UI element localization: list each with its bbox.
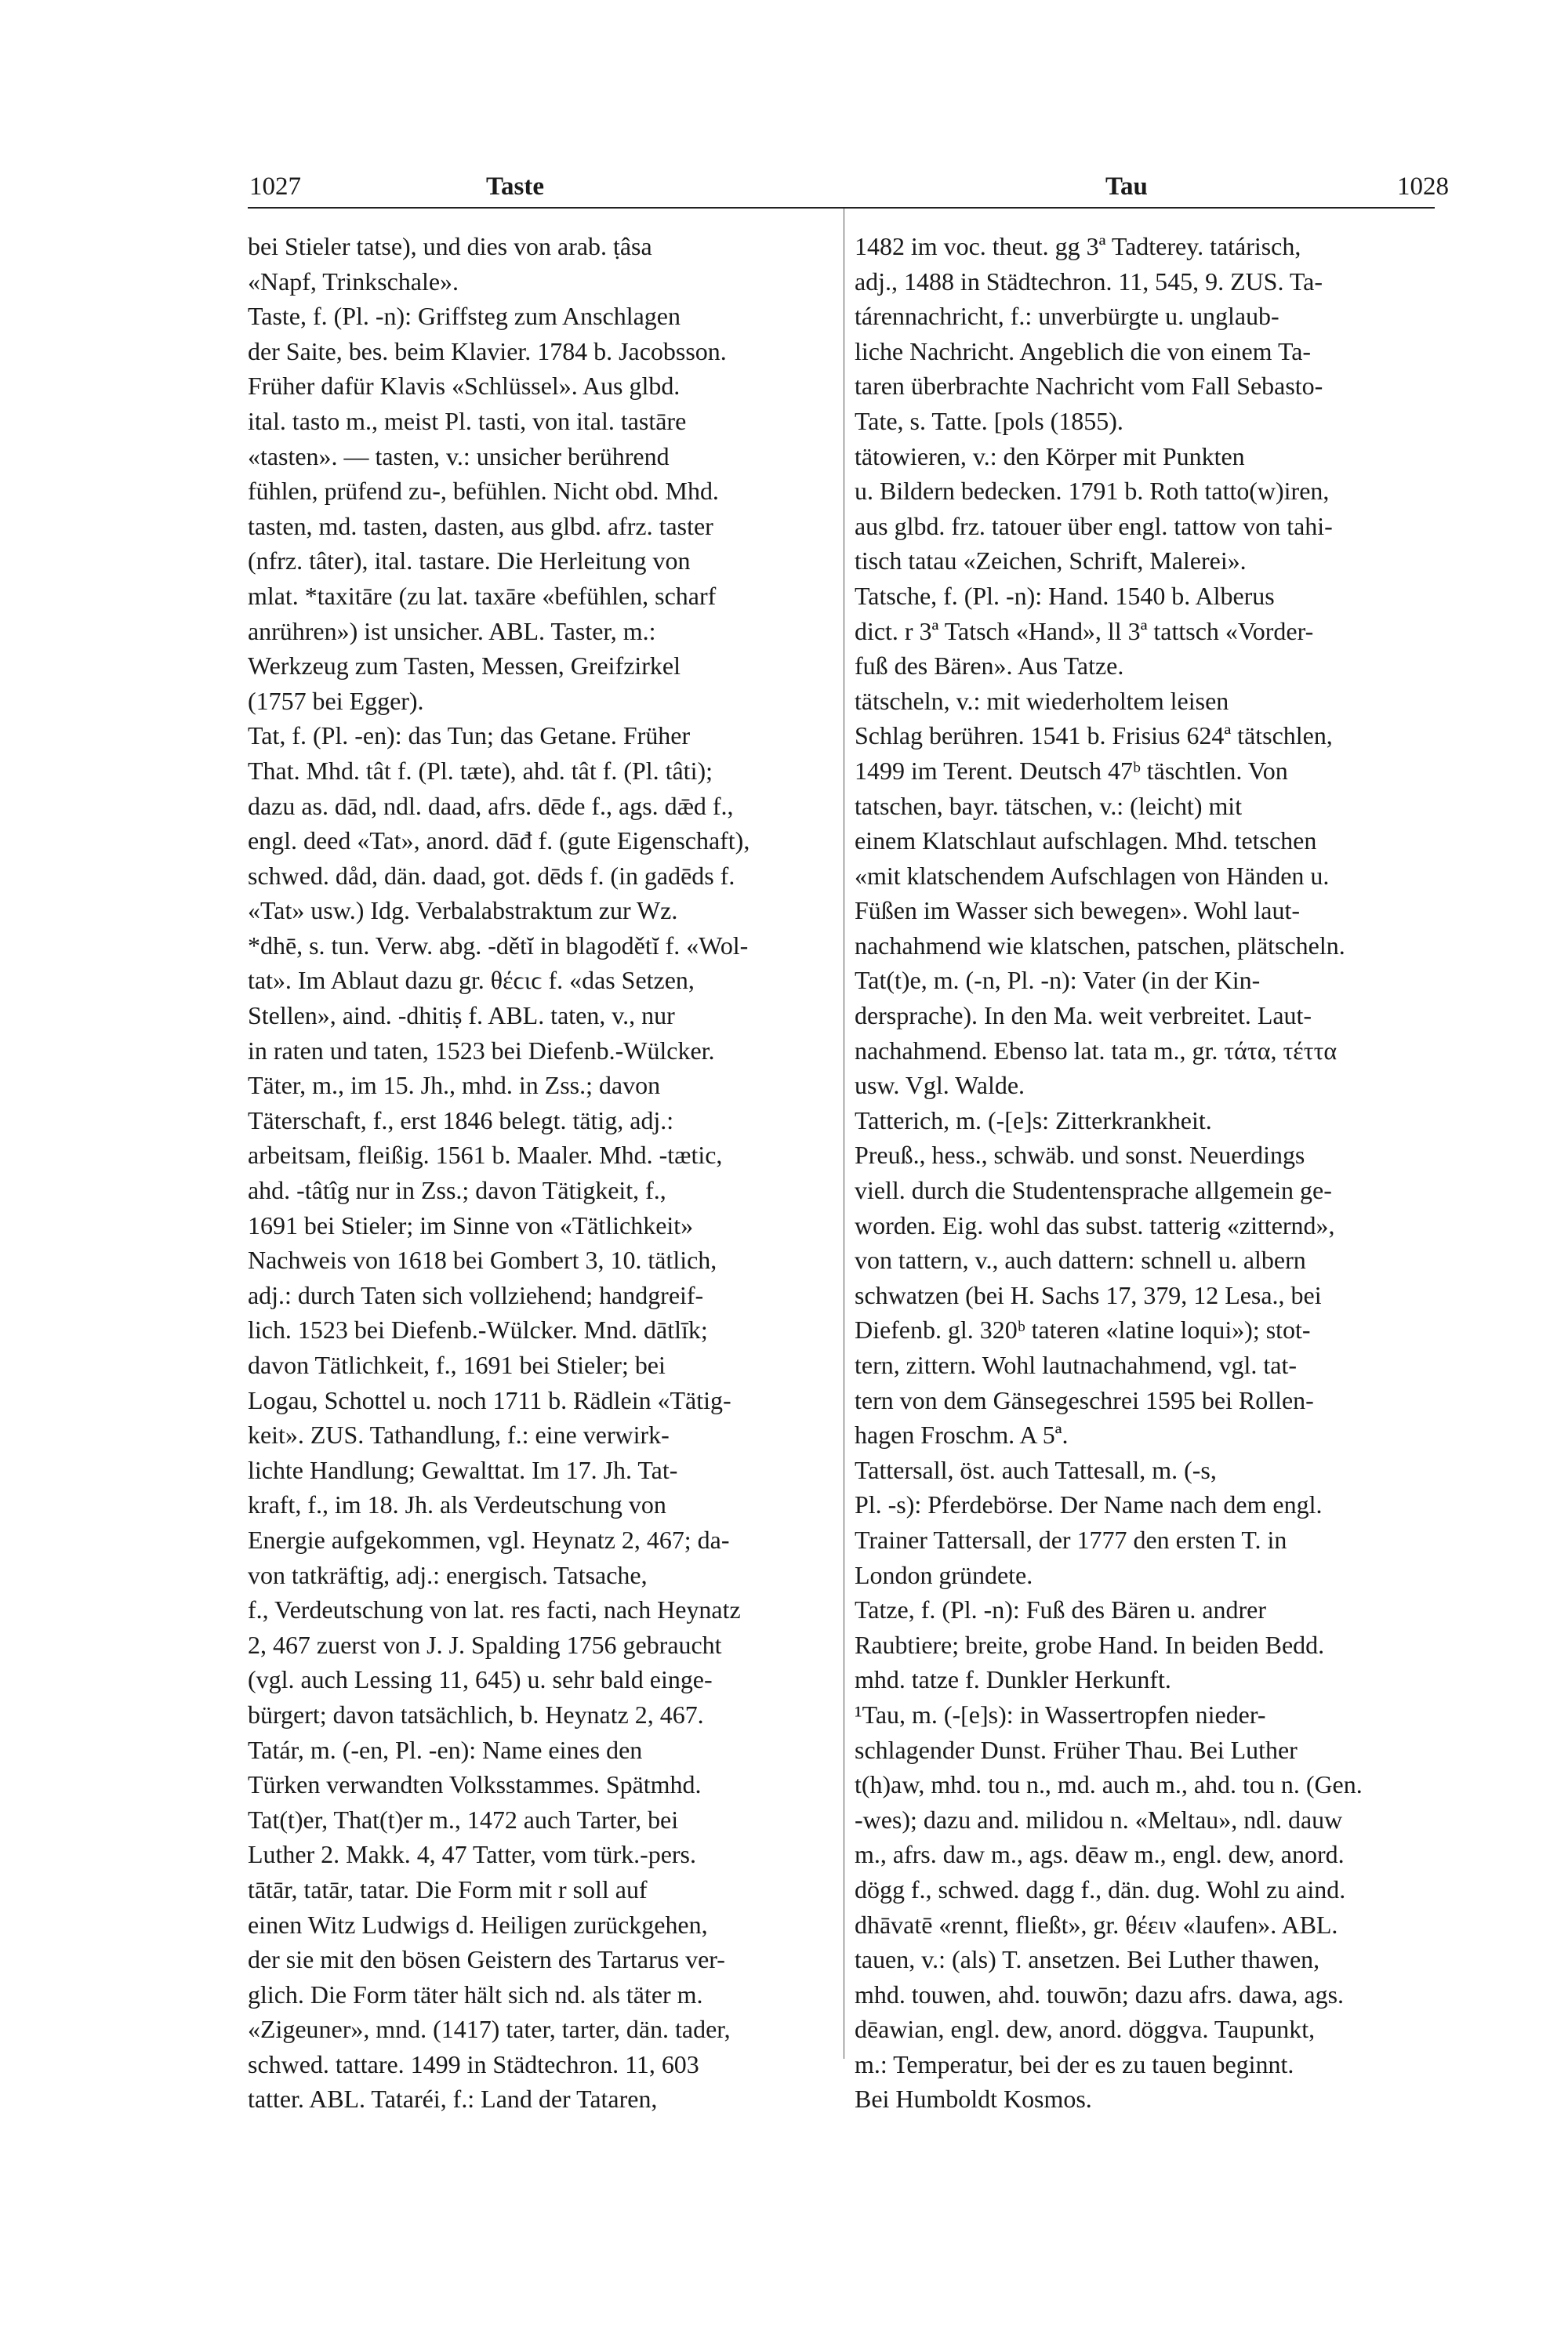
text-line: «Tat» usw.) Idg. Verbalabstraktum zur Wz. — [248, 896, 678, 925]
text-line: Tatár, m. (-en, Pl. -en): Name eines den — [248, 1735, 643, 1764]
text-line: in raten und taten, 1523 bei Diefenb.-Wülcker. — [248, 1036, 715, 1065]
text-line: dazu as. dād, ndl. daad, afrs. dēde f., ags. dǣd f., — [248, 791, 734, 820]
text-line: bei Stieler tatse), und dies von arab. ṭâsa — [248, 232, 652, 260]
text-line: arbeitsam, fleißig. 1561 b. Maaler. Mhd. -tætic, — [248, 1141, 723, 1170]
text-line: einem Klatschlaut aufschlagen. Mhd. tetschen — [855, 826, 1317, 855]
text-line: (1757 bei Egger). — [248, 686, 424, 715]
text-line: engl. deed «Tat», anord. dāđ f. (gute Eigenschaft), — [248, 826, 750, 855]
text-line: Trainer Tattersall, der 1777 den ersten T. in — [855, 1525, 1287, 1554]
text-line: tätscheln, v.: mit wiederholtem leisen — [855, 686, 1229, 715]
text-line: Taste, f. (Pl. -n): Griffsteg zum Anschlagen — [248, 302, 681, 331]
text-line: einen Witz Ludwigs d. Heiligen zurückgehen, — [248, 1910, 708, 1939]
text-line: usw. Vgl. Walde. — [855, 1071, 1025, 1100]
text-line: adj., 1488 in Städtechron. 11, 545, 9. ZUS. Ta- — [855, 267, 1323, 296]
text-line: tatter. ABL. Tataréi, f.: Land der Tataren, — [248, 2085, 658, 2114]
text-line: Nachweis von 1618 bei Gombert 3, 10. tätlich, — [248, 1246, 717, 1275]
text-line: ¹Tau, m. (-[e]s): in Wassertropfen nieder- — [855, 1700, 1266, 1729]
text-line: keit». ZUS. Tathandlung, f.: eine verwirk- — [248, 1421, 670, 1450]
text-line: Stellen», aind. -dhitiṣ f. ABL. taten, v., nur — [248, 1001, 675, 1030]
text-line: Werkzeug zum Tasten, Messen, Greifzirkel — [248, 652, 681, 681]
text-line: Tatze, f. (Pl. -n): Fuß des Bären u. andrer — [855, 1595, 1266, 1624]
text-line: von tatkräftig, adj.: energisch. Tatsache, — [248, 1560, 648, 1589]
left-column — [248, 229, 828, 2117]
text-line: u. Bildern bedecken. 1791 b. Roth tatto(w)iren, — [855, 477, 1330, 506]
text-line: bürgert; davon tatsächlich, b. Heynatz 2, 467. — [248, 1700, 704, 1729]
running-header — [0, 168, 1568, 207]
text-line: tauen, v.: (als) T. ansetzen. Bei Luther thawen, — [855, 1945, 1320, 1974]
text-line: fuß des Bären». Aus Tatze. — [855, 652, 1124, 681]
text-line: Füßen im Wasser sich bewegen». Wohl laut- — [855, 896, 1301, 925]
text-line: tätowieren, v.: den Körper mit Punkten — [855, 441, 1245, 470]
text-line: m.: Temperatur, bei der es zu tauen beginnt. — [855, 2049, 1294, 2078]
text-line: mhd. touwen, ahd. touwōn; dazu afrs. dawa, ags. — [855, 1980, 1345, 2009]
text-line: Täterschaft, f., erst 1846 belegt. tätig, adj.: — [248, 1105, 674, 1134]
text-line: lichte Handlung; Gewalttat. Im 17. Jh. Tat- — [248, 1455, 678, 1484]
text-line: schwed. tattare. 1499 in Städtechron. 11, 603 — [248, 2049, 699, 2078]
text-line: tasten, md. tasten, dasten, aus glbd. afrz. taster — [248, 511, 713, 540]
text-line: ital. tasto m., meist Pl. tasti, von ital. tastāre — [248, 406, 687, 435]
text-line: schlagender Dunst. Früher Thau. Bei Luther — [855, 1735, 1298, 1764]
text-line: London gründete. — [855, 1560, 1033, 1589]
text-line: Tat(t)er, That(t)er m., 1472 auch Tarter, bei — [248, 1805, 679, 1834]
text-line: schwatzen (bei H. Sachs 17, 379, 12 Lesa., bei — [855, 1280, 1322, 1309]
text-line: mhd. tatze f. Dunkler Herkunft. — [855, 1665, 1171, 1694]
text-line: Früher dafür Klavis «Schlüssel». Aus glbd. — [248, 372, 681, 401]
text-line: aus glbd. frz. tatouer über engl. tattow von tahi- — [855, 511, 1333, 540]
text-line: von tattern, v., auch dattern: schnell u. albern — [855, 1246, 1306, 1275]
text-line: Raubtiere; breite, grobe Hand. In beiden Bedd. — [855, 1630, 1325, 1659]
text-line: Schlag berühren. 1541 b. Frisius 624ª tätschlen, — [855, 721, 1333, 750]
text-line: (vgl. auch Lessing 11, 645) u. sehr bald einge- — [248, 1665, 713, 1694]
text-line: tisch tatau «Zeichen, Schrift, Malerei». — [855, 546, 1247, 575]
text-line: f., Verdeutschung von lat. res facti, nach Heynatz — [248, 1595, 741, 1624]
text-line: 1482 im voc. theut. gg 3ª Tadterey. tatárisch, — [855, 232, 1301, 260]
headword-right: Tau — [1105, 172, 1148, 201]
text-line: ahd. -tâtîg nur in Zss.; davon Tätigkeit, f., — [248, 1176, 666, 1205]
text-line: m., afrs. daw m., ags. dēaw m., engl. dew, anord. — [855, 1840, 1345, 1869]
text-line: «tasten». — tasten, v.: unsicher berührend — [248, 441, 670, 470]
text-line: viell. durch die Studentensprache allgemein ge- — [855, 1176, 1332, 1205]
text-line: Pl. -s): Pferdebörse. Der Name nach dem engl. — [855, 1490, 1323, 1519]
text-line: «Zigeuner», mnd. (1417) tater, tarter, dän. tader, — [248, 2015, 731, 2044]
text-line: nachahmend wie klatschen, patschen, plätscheln. — [855, 931, 1345, 960]
text-line: Logau, Schottel u. noch 1711 b. Rädlein «Tätig- — [248, 1385, 731, 1414]
text-line: 2, 467 zuerst von J. J. Spalding 1756 gebraucht — [248, 1630, 722, 1659]
text-line: der Saite, bes. beim Klavier. 1784 b. Jacobsson. — [248, 336, 727, 365]
text-line: taren überbrachte Nachricht vom Fall Sebasto- — [855, 372, 1323, 401]
text-line: Täter, m., im 15. Jh., mhd. in Zss.; davon — [248, 1071, 661, 1100]
text-line: dögg f., schwed. dagg f., dän. dug. Wohl zu aind. — [855, 1875, 1346, 1904]
text-line: liche Nachricht. Angeblich die von einem Ta- — [855, 336, 1312, 365]
text-line: davon Tätlichkeit, f., 1691 bei Stieler; bei — [248, 1351, 666, 1379]
text-line: adj.: durch Taten sich vollziehend; handgreif- — [248, 1280, 704, 1309]
page-number-left: 1027 — [249, 172, 301, 201]
text-line: tatschen, bayr. tätschen, v.: (leicht) mit — [855, 791, 1243, 820]
header-rule — [248, 207, 1435, 209]
text-line: Tattersall, öst. auch Tattesall, m. (-s, — [855, 1455, 1217, 1484]
text-line: Tate, s. Tatte. [pols (1855). — [855, 406, 1123, 435]
text-line: «Napf, Trinkschale». — [248, 267, 459, 296]
text-line: Bei Humboldt Kosmos. — [855, 2085, 1092, 2114]
text-line: der sie mit den bösen Geistern des Tartarus ver- — [248, 1945, 725, 1974]
text-line: kraft, f., im 18. Jh. als Verdeutschung von — [248, 1490, 666, 1519]
text-line: lich. 1523 bei Diefenb.-Wülcker. Mnd. dātlīk; — [248, 1316, 708, 1345]
text-line: (nfrz. tâter), ital. tastare. Die Herleitung von — [248, 546, 691, 575]
text-line: Türken verwandten Volksstammes. Spätmhd. — [248, 1770, 702, 1799]
text-line: dersprache). In den Ma. weit verbreitet. Laut- — [855, 1001, 1312, 1030]
text-line: -wes); dazu and. milidou n. «Meltau», ndl. dauw — [855, 1805, 1343, 1834]
text-line: hagen Froschm. A 5ª. — [855, 1421, 1069, 1450]
text-line: tātār, tatār, tatar. Die Form mit r soll auf — [248, 1875, 648, 1904]
text-line: dict. r 3ª Tatsch «Hand», ll 3ª tattsch «Vorder- — [855, 616, 1314, 645]
text-line: tat». Im Ablaut dazu gr. θέϲιϲ f. «das Setzen, — [248, 966, 695, 995]
right-column — [855, 229, 1435, 2117]
text-line: glich. Die Form täter hält sich nd. als täter m. — [248, 1980, 703, 2009]
text-line: «mit klatschendem Aufschlagen von Händen u. — [855, 861, 1330, 890]
text-line: schwed. dåd, dän. daad, got. dēds f. (in gadēds f. — [248, 861, 735, 890]
text-line: anrühren») ist unsicher. ABL. Taster, m.: — [248, 616, 656, 645]
text-line: Energie aufgekommen, vgl. Heynatz 2, 467; da- — [248, 1525, 730, 1554]
text-line: Tatterich, m. (-[e]s: Zitterkrankheit. — [855, 1105, 1212, 1134]
text-line: Tatsche, f. (Pl. -n): Hand. 1540 b. Alberus — [855, 581, 1275, 610]
text-line: Tat, f. (Pl. -en): das Tun; das Getane. Früher — [248, 721, 691, 750]
text-line: Diefenb. gl. 320ᵇ tateren «latine loqui»); stot- — [855, 1316, 1311, 1345]
page-number-right: 1028 — [1397, 172, 1449, 201]
text-line: tárennachricht, f.: unverbürgte u. unglaub- — [855, 302, 1279, 331]
text-line: dēawian, engl. dew, anord. döggva. Taupunkt, — [855, 2015, 1316, 2044]
text-line: fühlen, prüfend zu-, befühlen. Nicht obd. Mhd. — [248, 477, 719, 506]
text-line: 1691 bei Stieler; im Sinne von «Tätlichkeit» — [248, 1210, 694, 1240]
text-line: mlat. *taxitāre (zu lat. taxāre «befühlen, scharf — [248, 581, 717, 610]
text-line: worden. Eig. wohl das subst. tatterig «zitternd», — [855, 1210, 1335, 1240]
text-line: Tat(t)e, m. (-n, Pl. -n): Vater (in der Kin- — [855, 966, 1261, 995]
text-line: dhāvatē «rennt, fließt», gr. θέειν «laufen». ABL. — [855, 1910, 1338, 1939]
headword-left: Taste — [486, 172, 544, 201]
text-line: *dhē, s. tun. Verw. abg. -dětĭ in blagodětĭ f. «Wol- — [248, 931, 749, 960]
text-line: 1499 im Terent. Deutsch 47ᵇ täschtlen. Von — [855, 756, 1288, 785]
text-line: tern von dem Gänsegeschrei 1595 bei Rollen- — [855, 1385, 1314, 1414]
text-line: Preuß., hess., schwäb. und sonst. Neuerdings — [855, 1141, 1305, 1170]
text-line: t(h)aw, mhd. tou n., md. auch m., ahd. tou n. (Gen. — [855, 1770, 1363, 1799]
text-line: Luther 2. Makk. 4, 47 Tatter, vom türk.-pers. — [248, 1840, 696, 1869]
text-line: tern, zittern. Wohl lautnachahmend, vgl. tat- — [855, 1351, 1297, 1379]
text-line: nachahmend. Ebenso lat. tata m., gr. τάτα, τέττα — [855, 1036, 1338, 1065]
text-line: That. Mhd. tât f. (Pl. tæte), ahd. tât f. (Pl. tâti); — [248, 756, 713, 785]
